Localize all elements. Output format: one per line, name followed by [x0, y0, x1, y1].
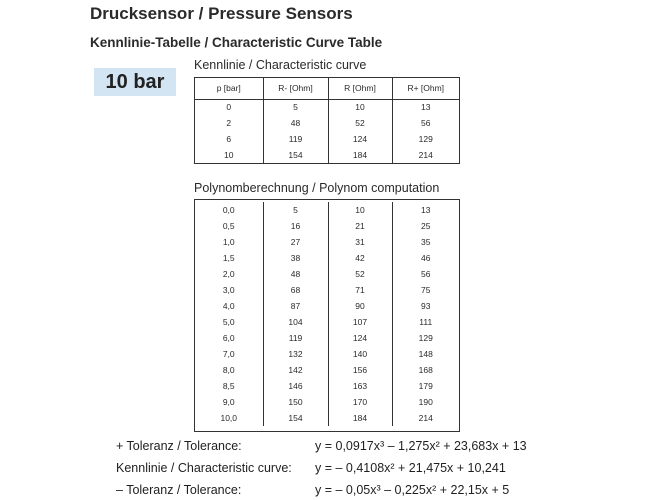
column-header: R- [Ohm]	[263, 78, 328, 99]
formula-label: – Toleranz / Tolerance:	[116, 483, 242, 497]
table-cell: 68	[263, 282, 328, 298]
table-cell: 156	[328, 362, 392, 378]
table-row	[195, 282, 459, 298]
poly-table-heading: Polynomberechnung / Polynom computation	[194, 181, 440, 195]
table-cell: 2	[226, 118, 232, 128]
table-cell: 48	[263, 115, 328, 131]
formula-label: + Toleranz / Tolerance:	[116, 439, 242, 453]
curve-table-heading: Kennlinie / Characteristic curve	[194, 58, 367, 72]
table-cell: 154	[263, 147, 328, 163]
table-row	[195, 115, 459, 131]
table-cell: 214	[392, 147, 459, 163]
table-cell: 21	[328, 218, 392, 234]
polynom-computation-table	[195, 202, 459, 426]
table-cell: 132	[263, 346, 328, 362]
table-cell: 7,0	[222, 349, 235, 359]
table-row	[195, 346, 459, 362]
table-cell: 107	[328, 314, 392, 330]
table-cell: 6	[226, 134, 232, 144]
table-cell: 0	[226, 102, 232, 113]
pressure-range-badge: 10 bar	[94, 68, 176, 96]
page-subtitle: Kennlinie-Tabelle / Characteristic Curve Table	[90, 35, 383, 50]
table-row	[195, 131, 459, 147]
table-cell: 146	[263, 378, 328, 394]
table-row	[195, 202, 459, 218]
table-cell: 154	[263, 410, 328, 426]
table-cell: 1,0	[222, 237, 235, 247]
table-cell: 119	[263, 330, 328, 346]
table-cell: 71	[328, 282, 392, 298]
table-cell: 124	[328, 131, 392, 147]
table-cell: 35	[392, 234, 459, 250]
table-cell: 13	[392, 99, 459, 115]
table-row	[195, 394, 459, 410]
table-cell: 2,0	[222, 269, 235, 279]
table-cell: 5	[263, 202, 328, 218]
table-cell: 214	[392, 410, 459, 426]
column-header: p [bar]	[195, 78, 263, 99]
table-cell: 184	[328, 410, 392, 426]
table-cell: 52	[328, 115, 392, 131]
table-row	[195, 147, 459, 163]
table-row	[195, 410, 459, 426]
table-cell: 179	[392, 378, 459, 394]
table-cell: 13	[392, 202, 459, 218]
table-cell: 52	[328, 266, 392, 282]
table-cell: 10,0	[220, 413, 238, 423]
table-cell: 5	[263, 99, 328, 115]
table-cell: 140	[328, 346, 392, 362]
table-cell: 9,0	[222, 397, 235, 407]
table-cell: 25	[392, 218, 459, 234]
table-cell: 0,5	[222, 221, 235, 231]
table-cell: 1,5	[222, 253, 235, 263]
table-cell: 10	[328, 202, 392, 218]
table-row	[195, 298, 459, 314]
column-header: R [Ohm]	[328, 78, 392, 99]
table-cell: 148	[392, 346, 459, 362]
table-row	[195, 266, 459, 282]
table-cell: 93	[392, 298, 459, 314]
table-cell: 90	[328, 298, 392, 314]
formula-equation: y = 0,0917x³ – 1,275x² + 23,683x + 13	[315, 439, 527, 453]
table-cell: 142	[263, 362, 328, 378]
table-cell: 168	[392, 362, 459, 378]
table-cell: 48	[263, 266, 328, 282]
table-cell: 163	[328, 378, 392, 394]
table-cell: 38	[263, 250, 328, 266]
table-cell: 56	[392, 115, 459, 131]
table-row	[195, 234, 459, 250]
table-cell: 124	[328, 330, 392, 346]
table-cell: 129	[392, 330, 459, 346]
table-cell: 46	[392, 250, 459, 266]
table-cell: 111	[392, 314, 459, 330]
page-title: Drucksensor / Pressure Sensors	[90, 4, 353, 23]
table-cell: 3,0	[222, 285, 235, 295]
table-row	[195, 362, 459, 378]
table-cell: 190	[392, 394, 459, 410]
table-cell: 104	[263, 314, 328, 330]
table-cell: 27	[263, 234, 328, 250]
table-cell: 56	[392, 266, 459, 282]
table-cell: 31	[328, 234, 392, 250]
table-row	[195, 218, 459, 234]
table-cell: 8,5	[222, 381, 235, 391]
formula-equation: y = – 0,4108x² + 21,475x + 10,241	[315, 461, 506, 475]
table-cell: 129	[392, 131, 459, 147]
table-row	[195, 314, 459, 330]
table-cell: 5,0	[222, 317, 235, 327]
table-row	[195, 99, 459, 115]
table-cell: 119	[263, 131, 328, 147]
table-cell: 10	[224, 150, 234, 160]
table-cell: 4,0	[222, 301, 235, 311]
table-cell: 42	[328, 250, 392, 266]
column-header: R+ [Ohm]	[392, 78, 459, 99]
table-row	[195, 250, 459, 266]
table-cell: 6,0	[222, 333, 235, 343]
formula-equation: y = – 0,05x³ – 0,225x² + 22,15x + 5	[315, 483, 510, 497]
table-cell: 184	[328, 147, 392, 163]
formula-label: Kennlinie / Characteristic curve:	[116, 461, 292, 475]
characteristic-curve-table	[195, 78, 459, 163]
table-cell: 8,0	[222, 365, 235, 375]
table-cell: 150	[263, 394, 328, 410]
table-cell: 75	[392, 282, 459, 298]
table-row	[195, 378, 459, 394]
table-cell: 170	[328, 394, 392, 410]
table-cell: 10	[328, 99, 392, 115]
table-row	[195, 330, 459, 346]
table-cell: 16	[263, 218, 328, 234]
table-cell: 0,0	[222, 205, 235, 215]
table-cell: 87	[263, 298, 328, 314]
